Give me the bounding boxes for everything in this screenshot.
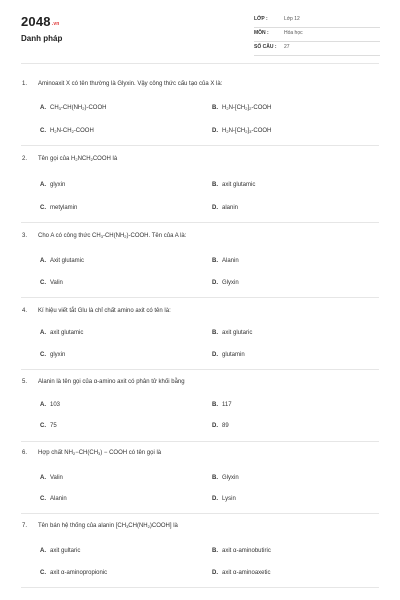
q1-option-b[interactable]: B. $H_2N-[CH_2]_2$-COOH [212,105,272,111]
q6-option-c[interactable]: C. Alanin [40,496,67,502]
question-divider [21,369,379,370]
header-divider [21,63,379,64]
q6-option-b[interactable]: B. Glyxin [212,475,239,481]
question-divider [21,145,379,146]
question-2: 2. Tên gọi của $H_2NCH_2COOH$ là [22,156,118,162]
q5-option-b[interactable]: B. 117 [212,402,232,408]
meta-class-value: Lớp 12 [284,16,300,22]
q2-option-b[interactable]: B. axit glutamic [212,182,256,188]
q3-option-c[interactable]: C. Valin [40,280,63,286]
q6-option-d[interactable]: D. Lysin [212,496,236,502]
meta-subject-key: MÔN : [254,30,269,36]
question-4: 4. Kí hiệu viết tắt Glu là chỉ chất amino axit có tên là: [22,308,171,314]
page-subtitle: Danh pháp [21,34,63,43]
question-divider [21,441,379,442]
site-logo[interactable]: $2048_{.vn}$ [21,14,60,29]
q1-option-b-text: $H_2N-[CH_2]_2$-COOH [222,105,272,111]
meta-subject-value: Hóa học [284,30,303,36]
question-3: 3. Cho A có công thức $CH_3-CH(NH_2)$-COOH. Tên của A là: [22,233,187,239]
meta-count-key: SỐ CÂU : [254,44,277,50]
q1-option-d-text: $H_2N-[CH_2]_3$-COOH [222,128,272,134]
question-divider [21,222,379,223]
meta-count-row [254,42,380,56]
q6-option-a[interactable]: A. Valin [40,475,63,481]
meta-class-row [254,14,380,28]
question-divider [21,513,379,514]
q5-option-d[interactable]: D. 89 [212,423,229,429]
q4-option-c[interactable]: C. glyxin [40,352,66,358]
meta-class-key: LỚP : [254,16,268,22]
question-6: 6. Hợp chất $NH_2-CH(CH_3)$ − COOH có tên gọi là [22,450,162,456]
q7-option-a[interactable]: A. axit gultaric [40,548,81,554]
meta-count-value: 27 [284,44,290,50]
q5-option-a[interactable]: A. 103 [40,402,61,408]
q2-option-a[interactable]: A. glyxin [40,182,66,188]
question-1: 1. Aminoaxit X có tên thường là Glyxin. Vậy công thức cấu tạo của X là: [22,81,223,87]
question-divider [21,297,379,298]
q7-option-d[interactable]: D. axit α-aminoaxetic [212,570,271,576]
q1-option-d[interactable]: D. $H_2N-[CH_2]_3$-COOH [212,128,272,134]
question-7: 7. Tên bán hệ thống của alanin $[CH_3CH(NH_2)COOH]$ là [22,523,178,529]
q2-option-c[interactable]: C. metylamin [40,205,78,211]
q3-option-b[interactable]: B. Alanin [212,258,239,264]
question-5: 5. Alanin là tên gọi của α-amino axit có phân tử khối bằng [22,379,185,385]
page-header [0,0,400,62]
question-divider [21,587,379,588]
logo-domain-suffix: .vn [51,21,60,27]
q3-option-a[interactable]: A. Axit glutamic [40,258,85,264]
meta-subject-row [254,28,380,42]
q2-option-d[interactable]: D. alanin [212,205,239,211]
q7-option-c[interactable]: C. axit α-aminopropionic [40,570,108,576]
q1-option-c[interactable]: C. $H_2N-CH_2$-COOH [40,128,94,134]
q1-option-a-text: $CH_3-CH(NH_2)$-COOH [50,105,107,111]
q1-option-a[interactable]: A. $CH_3-CH(NH_2)$-COOH [40,105,107,111]
q5-option-c[interactable]: C. 75 [40,423,57,429]
q3-option-d[interactable]: D. Glyxin [212,280,239,286]
q7-option-b[interactable]: B. axit α-aminobutiric [212,548,271,554]
q4-option-a[interactable]: A. axit glutamic [40,330,84,336]
q4-option-b[interactable]: B. axit glutaric [212,330,253,336]
q1-option-c-text: $H_2N-CH_2$-COOH [50,128,94,134]
q4-option-d[interactable]: D. glutamin [212,352,245,358]
